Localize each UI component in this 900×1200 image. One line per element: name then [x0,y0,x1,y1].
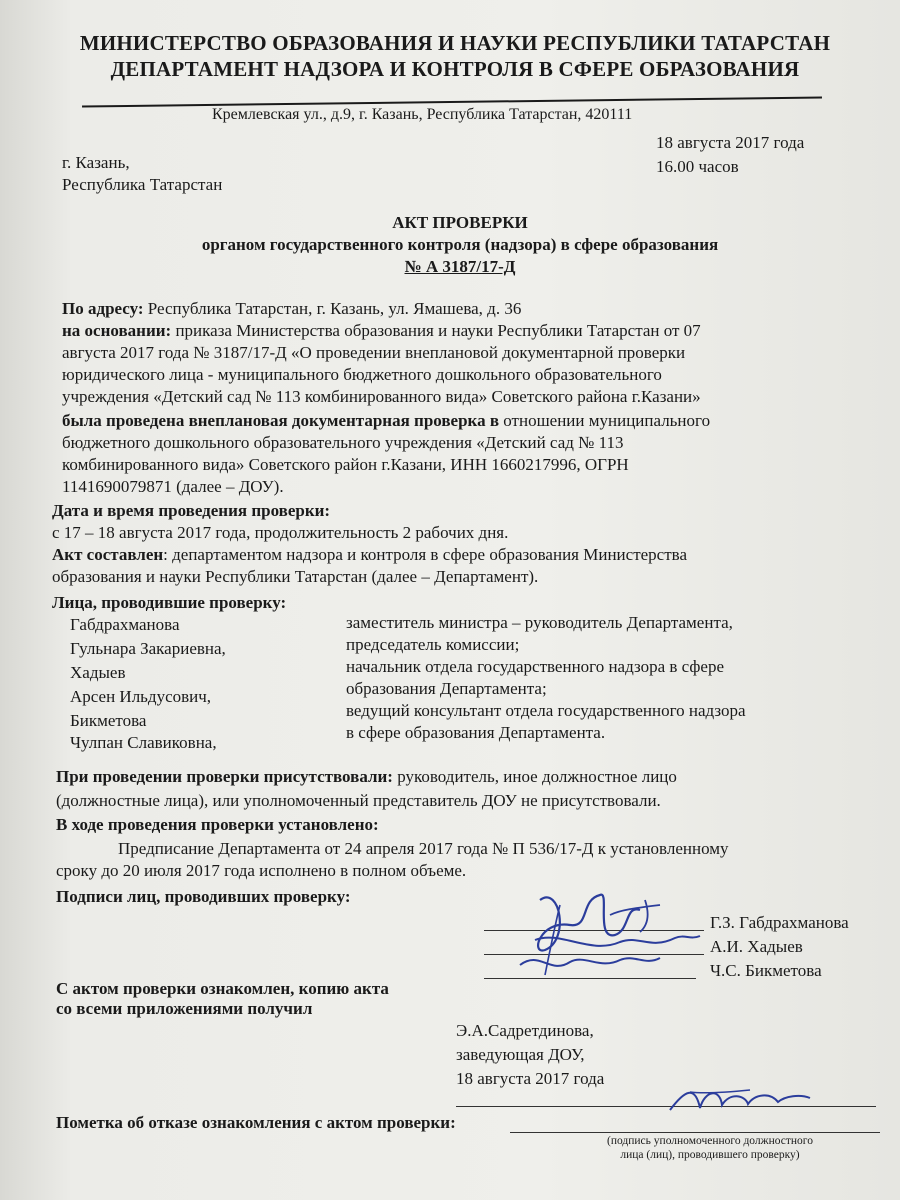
act-number: № А 3187/17-Д [404,257,516,276]
refusal-caption-2: лица (лиц), проводившего проверку) [620,1149,800,1161]
act-subtitle: органом государственного контроля (надзора) в сфере образования [201,235,719,254]
inspector-1-name: Гульнара Закариевна, [70,639,226,658]
inspector-1-role-1: заместитель министра – руководитель Департамента, [346,613,733,632]
check-line-1: была проведена внеплановая документарная проверка в отношении муниципального [62,411,711,430]
act-composed-line-1: Акт составлен: департаментом надзора и контроля в сфере образования Министерства [52,545,687,564]
act-date: 18 августа 2017 года [656,133,805,152]
refusal-signature-line [510,1132,880,1133]
basis-line-1: на основании: приказа Министерства образования и науки Республики Татарстан от 07 [62,321,701,340]
datetime-label: Дата и время проведения проверки: [52,501,331,520]
receiver-name: Э.А.Садретдинова, [456,1021,594,1040]
department-heading: ДЕПАРТАМЕНТ НАДЗОРА И КОНТРОЛЯ В СФЕРЕ ОБРАЗОВАНИЯ [110,57,800,81]
refusal-caption-1: (подпись уполномоченного должностного [607,1135,813,1147]
receipt-label-2: со всеми приложениями получил [56,999,313,1018]
inspector-3-name: Чулпан Славиковна, [70,733,217,752]
findings-line-1: Предписание Департамента от 24 апреля 2017 года № П 536/17-Д к установленному [118,839,729,858]
address-line: По адресу: Республика Татарстан, г. Казань, ул. Ямашева, д. 36 [62,299,522,318]
act-composed-line-2: образования и науки Республики Татарстан (далее – Департамент). [52,567,539,586]
presence-line-2: (должностные лица), или уполномоченный представитель ДОУ не присутствовали. [56,791,661,810]
inspector-2-surname: Хадыев [70,663,126,682]
receipt-label-1: С актом проверки ознакомлен, копию акта [56,979,389,998]
signatures-label: Подписи лиц, проводивших проверку: [56,887,351,906]
basis-line-4: учреждения «Детский сад № 113 комбинированного вида» Советского района г.Казани» [62,387,701,406]
persons-label: Лица, проводившие проверку: [52,593,287,612]
findings-line-2: сроку до 20 июля 2017 года исполнено в полном объеме. [56,861,467,880]
ministry-address: Кремлевская ул., д.9, г. Казань, Республика Татарстан, 420111 [212,106,633,123]
inspector-1-surname: Габдрахманова [70,615,180,634]
signer-3: Ч.С. Бикметова [710,961,822,980]
refusal-label: Пометка об отказе ознакомления с актом проверки: [56,1113,456,1132]
city: г. Казань, [62,153,130,172]
receiver-position: заведующая ДОУ, [456,1045,585,1064]
receiver-signature [660,1080,820,1120]
receipt-date: 18 августа 2017 года [456,1069,605,1088]
inspector-2-name: Арсен Ильдусович, [70,687,212,706]
datetime-value: с 17 – 18 августа 2017 года, продолжительность 2 рабочих дня. [52,523,509,542]
presence-line-1: При проведении проверки присутствовали: руководитель, иное должностное лицо [56,767,677,786]
inspector-2-role-1: начальник отдела государственного надзора в сфере [346,657,725,676]
findings-label: В ходе проведения проверки установлено: [56,815,379,834]
handwritten-signatures [500,880,720,990]
inspector-3-role-2: в сфере образования Департамента. [346,723,606,742]
inspector-3-role-1: ведущий консультант отдела государственного надзора [346,701,746,720]
check-line-4: 1141690079871 (далее – ДОУ). [62,477,284,496]
signer-2: А.И. Хадыев [710,937,803,956]
ministry-heading: МИНИСТЕРСТВО ОБРАЗОВАНИЯ И НАУКИ РЕСПУБЛИКИ ТАТАРСТАН [79,31,831,55]
act-title: АКТ ПРОВЕРКИ [392,213,528,232]
check-line-2: бюджетного дошкольного образовательного учреждения «Детский сад № 113 [62,433,624,452]
act-time: 16.00 часов [656,157,739,176]
inspector-3-surname: Бикметова [70,711,147,730]
region: Республика Татарстан [62,175,223,194]
check-line-3: комбинированного вида» Советского район г.Казани, ИНН 1660217996, ОГРН [62,455,629,474]
inspector-2-role-2: образования Департамента; [346,679,547,698]
inspector-1-role-2: председатель комиссии; [346,635,520,654]
signer-1: Г.З. Габдрахманова [710,913,849,932]
basis-line-3: юридического лица - муниципального бюджетного дошкольного образовательного [62,365,662,384]
basis-line-2: августа 2017 года № 3187/17-Д «О проведении внеплановой документарной проверки [62,343,686,362]
